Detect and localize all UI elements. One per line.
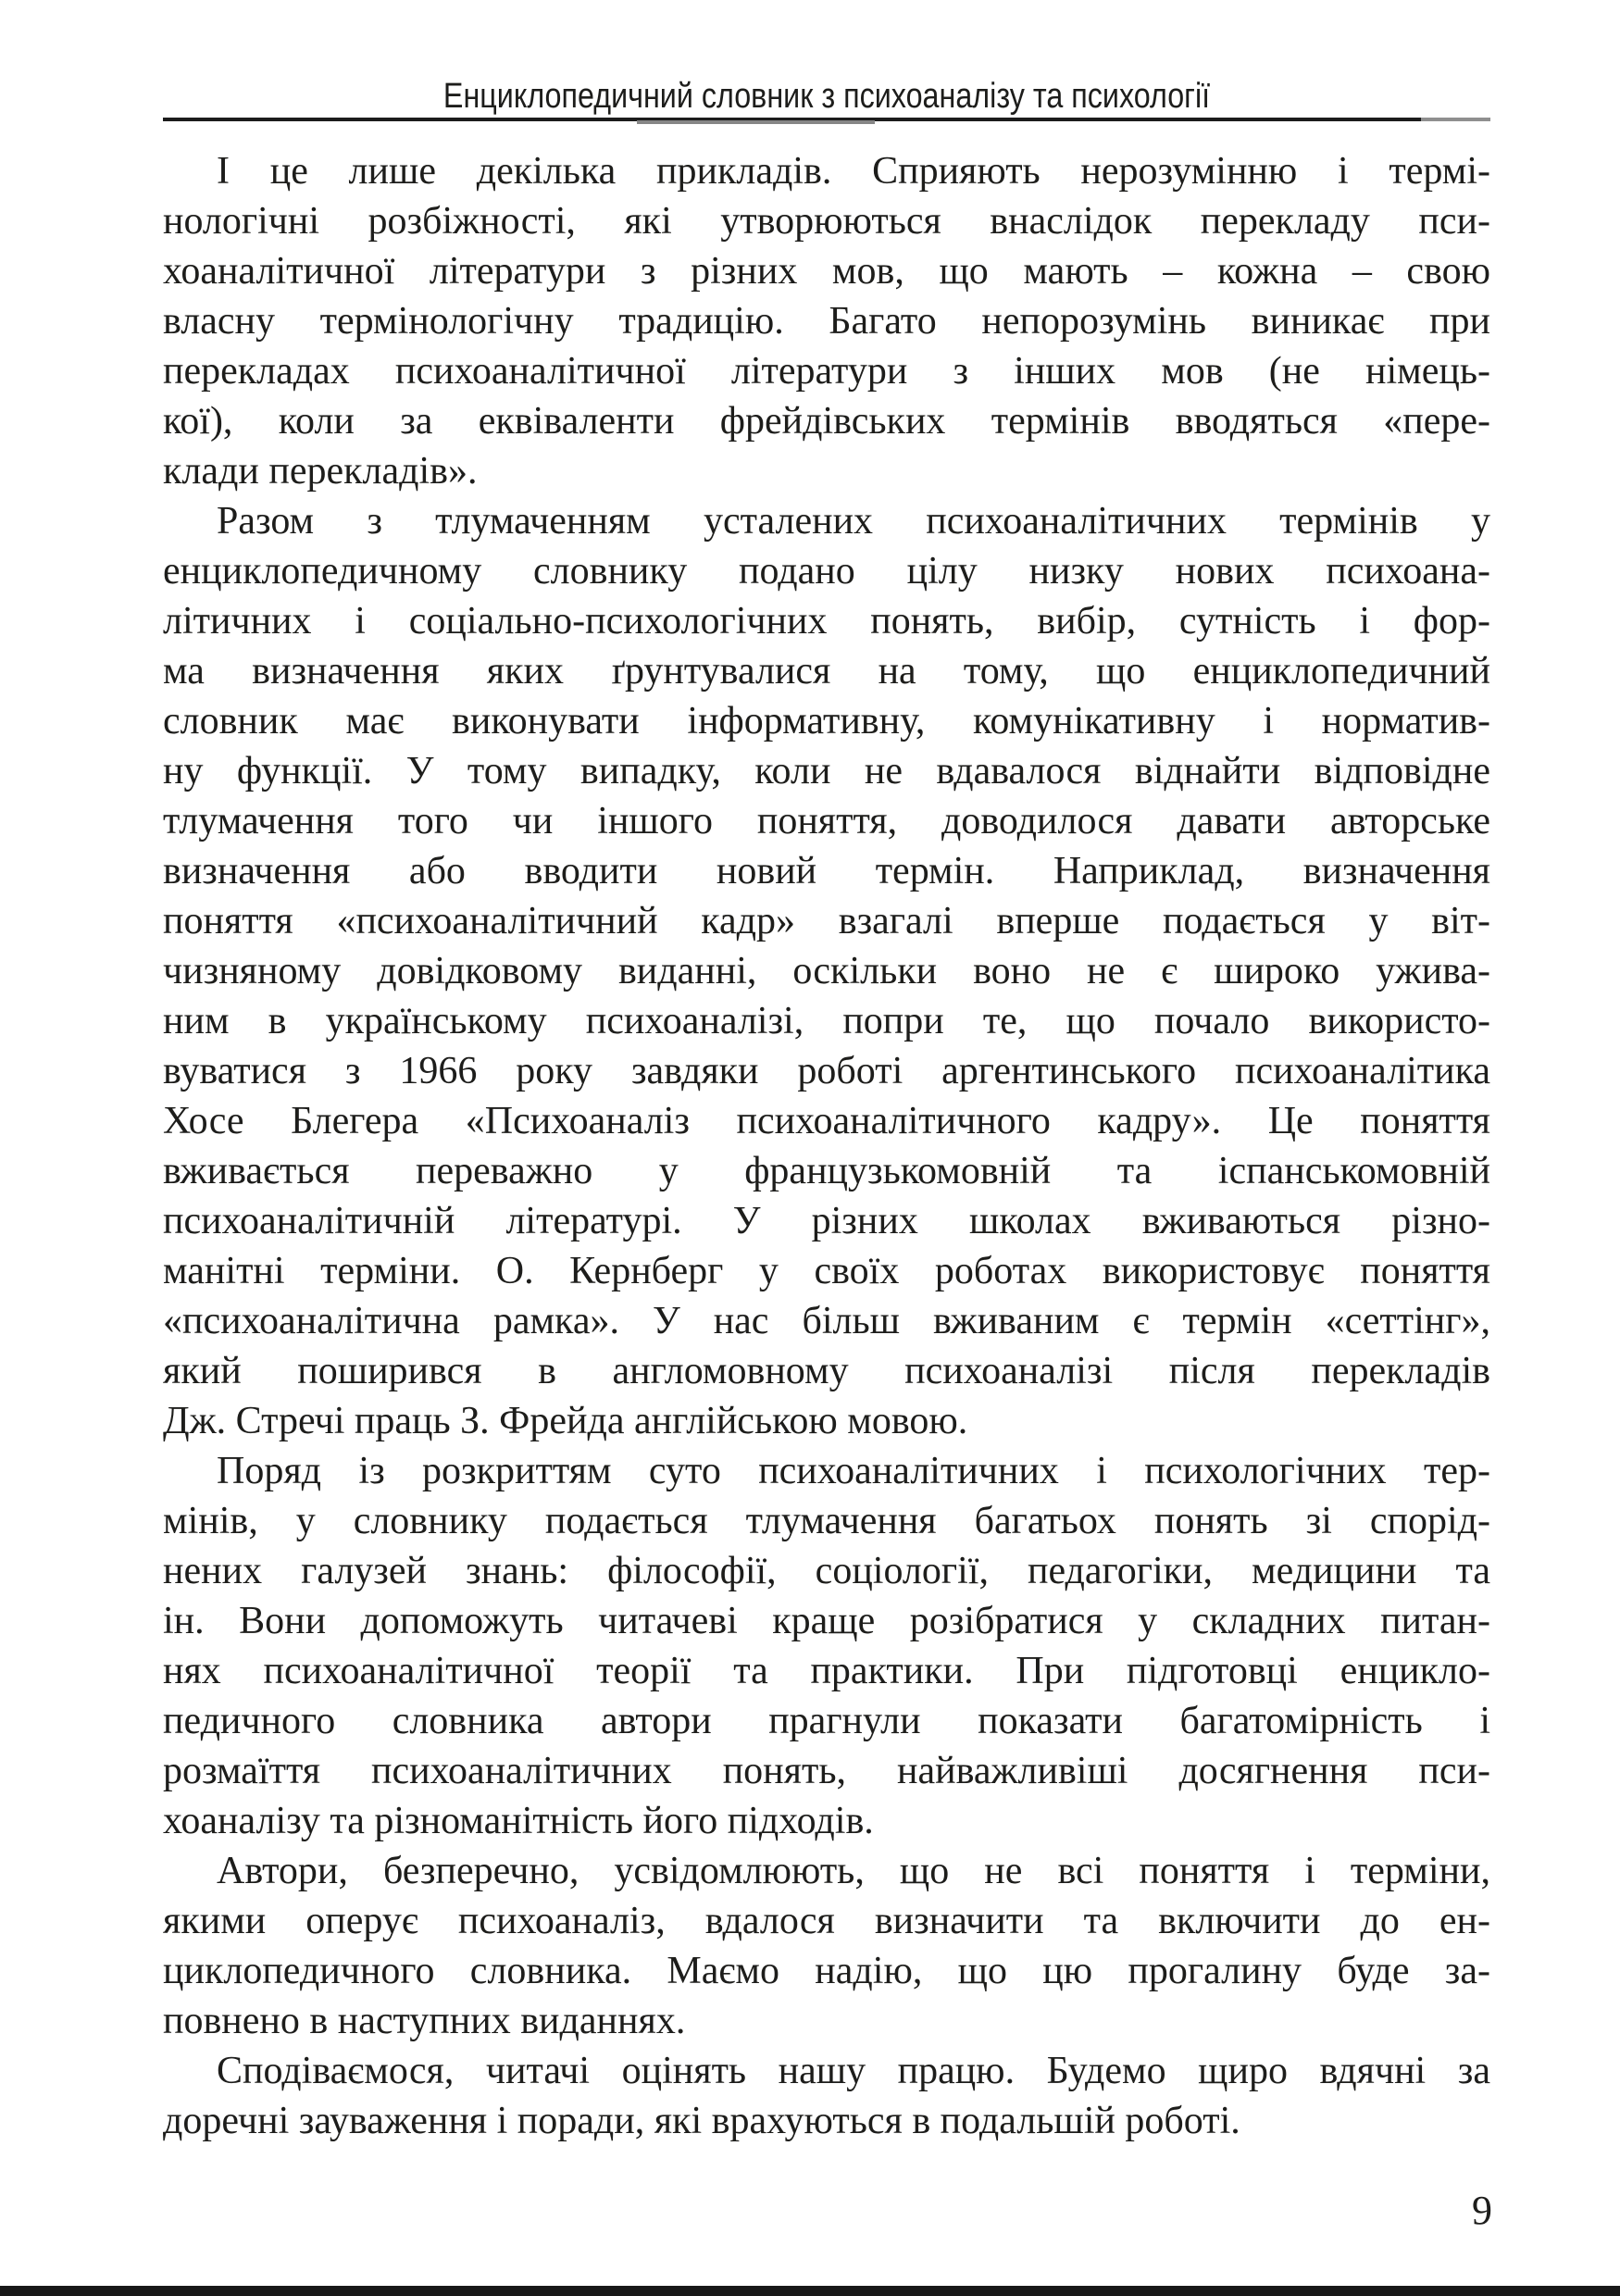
text-line: доречні зауваження і поради, які врахуються в подальшій роботі. (163, 2100, 1240, 2142)
text-line: літичних і соціально-психологічних понять, вибір, сутність і фор- (163, 600, 1490, 643)
text-line: І це лише декілька прикладів. Сприяють нерозумінню і термі- (217, 150, 1490, 193)
text-line: ін. Вони допоможуть читачеві краще розібратися у складних питан- (163, 1600, 1490, 1642)
page-number: 9 (1472, 2188, 1492, 2233)
paragraph (163, 146, 1490, 496)
paragraph (163, 1446, 1490, 1846)
text-line: визначення або вводити новий термін. Наприклад, визначення (163, 850, 1490, 892)
text-line: психоаналітичній літературі. У різних школах вживаються різно- (163, 1200, 1490, 1242)
text-line: Поряд із розкриттям суто психоаналітичних і психологічних тер- (217, 1450, 1490, 1492)
text-line: перекладах психоаналітичної літератури з інших мов (не німець- (163, 350, 1490, 393)
text-line: енциклопедичному словнику подано цілу низку нових психоана- (163, 550, 1490, 593)
paragraph (163, 496, 1490, 1446)
text-line: нологічні розбіжності, які утворюються внаслідок перекладу пси- (163, 200, 1490, 243)
header-rule (163, 118, 1490, 121)
text-line: власну термінологічну традицію. Багато непорозумінь виникає при (163, 300, 1490, 343)
text-line: нених галузей знань: філософії, соціології, педагогіки, медицини та (163, 1550, 1490, 1592)
text-line: циклопедичного словника. Маємо надію, що цю прогалину буде за- (163, 1950, 1490, 1992)
paragraph (163, 1846, 1490, 2046)
text-line: мінів, у словнику подається тлумачення багатьох понять зі спорід- (163, 1500, 1490, 1542)
text-line: ну функції. У тому випадку, коли не вдавалося віднайти відповідне (163, 750, 1490, 792)
scan-border-bottom (0, 2286, 1620, 2296)
text-line: поняття «психоаналітичний кадр» взагалі вперше подається у віт- (163, 900, 1490, 942)
rule-scan-artifact (637, 120, 875, 124)
text-line: чизняному довідковому виданні, оскільки воно не є широко ужива- (163, 950, 1490, 992)
text-line: Сподіваємося, читачі оцінять нашу працю. Будемо щиро вдячні за (217, 2050, 1490, 2092)
text-line: педичного словника автори прагнули показати багатомірність і (163, 1700, 1490, 1742)
running-header: Енциклопедичний словник з психоаналізу та психології (442, 77, 1211, 116)
text-line: Хосе Блегера «Психоаналіз психоаналітичного кадру». Це поняття (163, 1100, 1490, 1142)
text-line: «психоаналітична рамка». У нас більш вживаним є термін «сеттінг», (163, 1300, 1490, 1342)
text-line: Автори, безперечно, усвідомлюють, що не всі поняття і терміни, (217, 1850, 1490, 1892)
paragraph (163, 2046, 1490, 2146)
text-line: розмаїття психоаналітичних понять, найважливіші досягнення пси- (163, 1750, 1490, 1792)
text-line: тлумачення того чи іншого поняття, доводилося давати авторське (163, 800, 1490, 842)
text-line: ма визначення яких ґрунтувалися на тому, що енциклопедичний (163, 650, 1490, 693)
text-line: клади перекладів». (163, 450, 478, 493)
rule-scan-artifact (1421, 118, 1490, 121)
text-line: хоаналітичної літератури з різних мов, що мають – кожна – свою (163, 250, 1490, 293)
text-line: Дж. Стречі праць З. Фрейда англійською мовою. (163, 1400, 968, 1442)
text-line: повнено в наступних виданнях. (163, 2000, 686, 2042)
text-line: словник має виконувати інформативну, комунікативну і норматив- (163, 700, 1490, 742)
text-line: вуватися з 1966 року завдяки роботі аргентинського психоаналітика (163, 1050, 1490, 1092)
text-line: нях психоаналітичної теорії та практики. При підготовці енцикло- (163, 1650, 1490, 1692)
text-line: який поширився в англомовному психоаналізі після перекладів (163, 1350, 1490, 1392)
text-line: Разом з тлумаченням усталених психоаналітичних термінів у (217, 500, 1490, 543)
body-text (163, 146, 1490, 2146)
text-line: кої), коли за еквіваленти фрейдівських термінів вводяться «пере- (163, 400, 1490, 443)
text-line: ним в українському психоаналізі, попри те, що почало використо- (163, 1000, 1490, 1042)
text-line: манітні терміни. О. Кернберг у своїх роботах використовує поняття (163, 1250, 1490, 1292)
text-line: вживається переважно у французькомовній та іспанськомовній (163, 1150, 1490, 1192)
text-line: якими оперує психоаналіз, вдалося визначити та включити до ен- (163, 1900, 1490, 1942)
text-line: хоаналізу та різноманітність його підходів. (163, 1800, 874, 1842)
